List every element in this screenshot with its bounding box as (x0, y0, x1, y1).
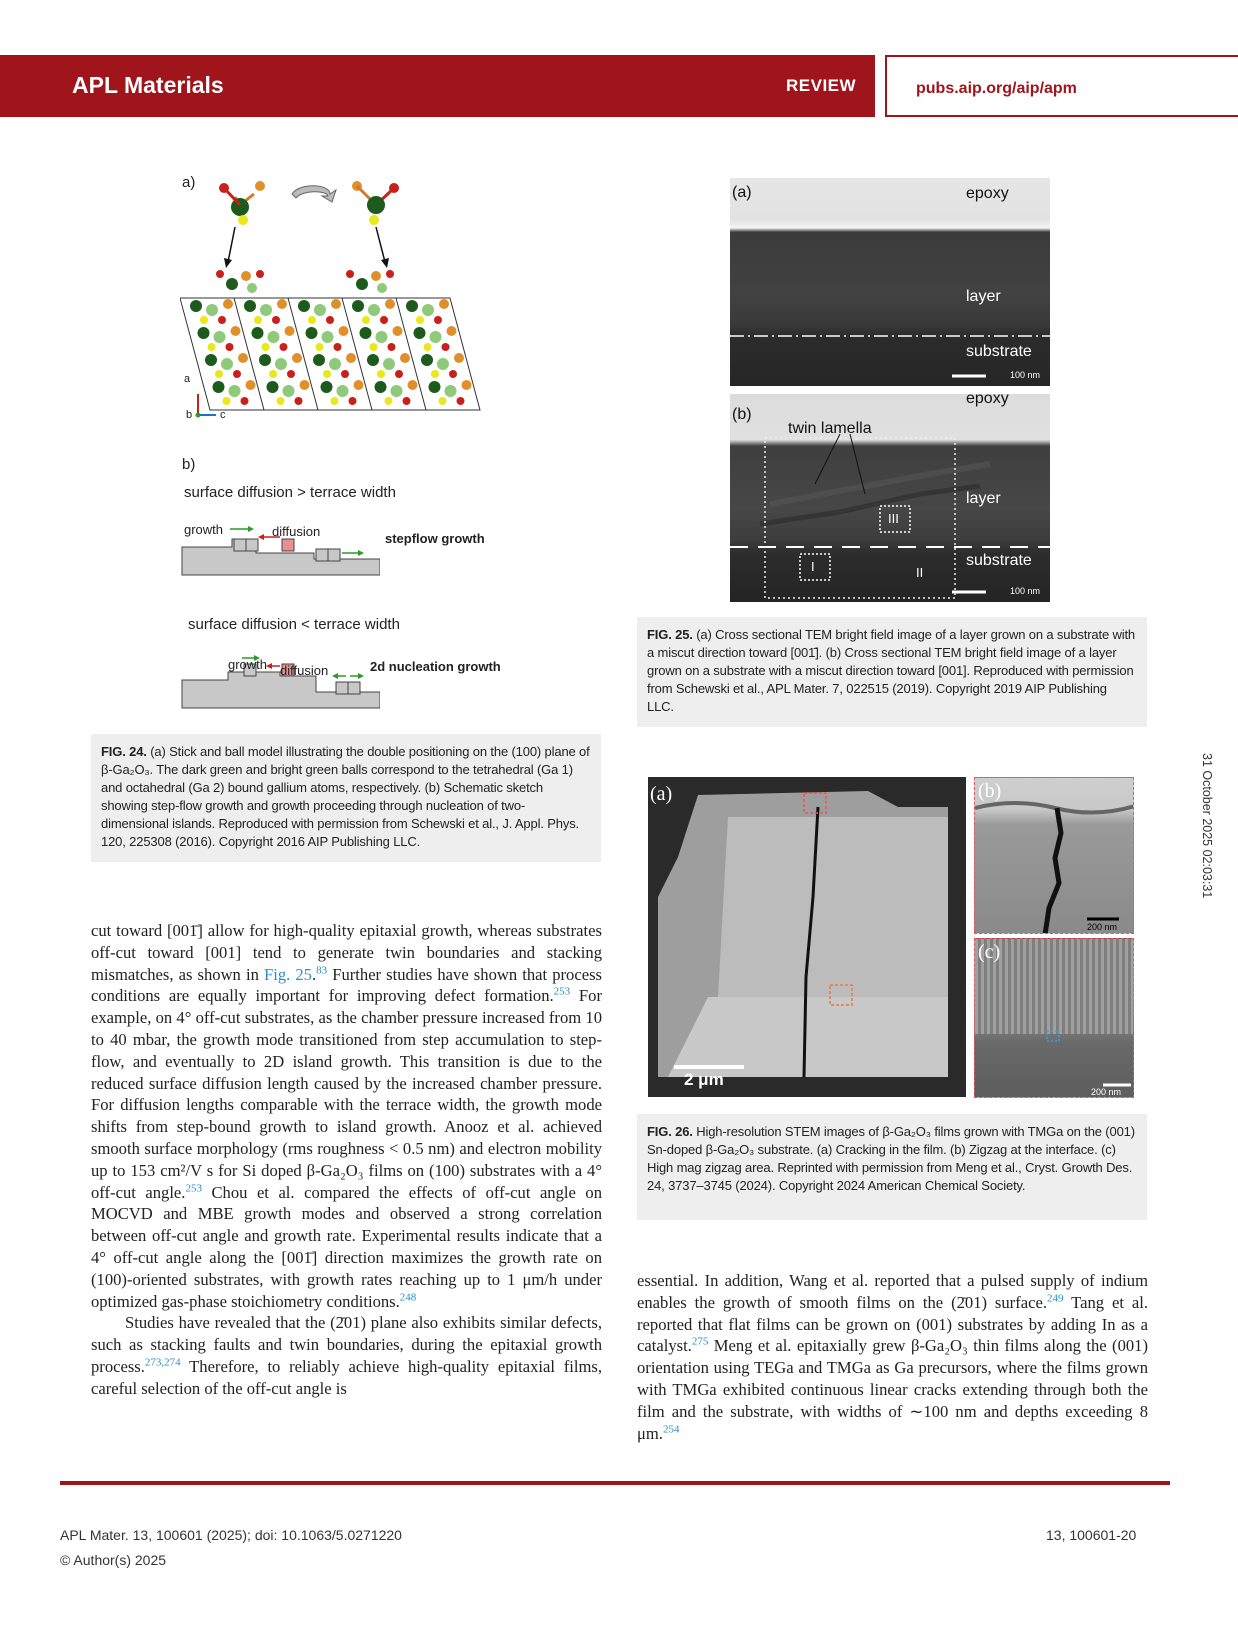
fig26-caption-label: FIG. 26. (647, 1124, 693, 1139)
lattice-atom (383, 358, 395, 370)
lattice-atom (323, 370, 331, 378)
ref-254[interactable]: 254 (662, 1423, 680, 1436)
fig26c-scalebar: 200 nm (1091, 1087, 1122, 1097)
fig25-link[interactable]: Fig. 25 (263, 964, 312, 984)
lattice-atom (454, 353, 464, 363)
growth-label-2: growth (228, 657, 268, 672)
lattice-atom (395, 370, 403, 378)
fig24-caption-label: FIG. 24. (101, 744, 147, 759)
lattice-atom (349, 397, 357, 405)
fig25-caption-label: FIG. 25. (647, 627, 693, 642)
lattice-atom (277, 397, 285, 405)
paragraph-2: Studies have revealed that the (2̄01) plane also exhibits similar defects, such as stacking faults and twin boundaries, during the epitaxial growth process.$^{273,274}$ Therefore, to reliably achieve high-quality epitaxial films, careful selection of the off-cut angle is (91, 1313, 602, 1398)
lattice-atom (233, 370, 241, 378)
growth-label-1: growth (184, 522, 224, 537)
lattice-atom (375, 381, 387, 393)
lattice-atom (339, 326, 349, 336)
lattice-atom (244, 300, 256, 312)
footer-citation: APL Mater. 13, 100601 (2025); doi: 10.1063/5.0271220 (60, 1527, 402, 1543)
fig26-label-b: (b) (978, 780, 1002, 802)
ref-253[interactable]: 253 (553, 985, 571, 998)
fig24-label-b: b) (182, 456, 196, 473)
body-column-left (91, 920, 602, 1400)
lattice-atom (376, 331, 388, 343)
fig25b-scalebar: 100 nm (1010, 586, 1041, 596)
ref-273-274[interactable]: 273,274 (144, 1356, 181, 1369)
lattice-atom (352, 300, 364, 312)
fig24-label-a: a) (182, 174, 196, 191)
lattice-atom (292, 353, 302, 363)
lattice-atom (275, 358, 287, 370)
footer-page-number: 13, 100601-20 (1046, 1527, 1137, 1543)
lattice-atom (223, 299, 233, 309)
ref-275[interactable]: 275 (691, 1335, 709, 1348)
fig26-caption (637, 1114, 1147, 1220)
lattice-atom (277, 299, 287, 309)
lattice-atom (434, 316, 442, 324)
download-timestamp: 31 October 2025 02:03:31 (1200, 753, 1214, 899)
fig25a-layer: layer (966, 288, 1001, 305)
lattice-atom (341, 370, 349, 378)
lattice-atom (269, 370, 277, 378)
lattice-atom (385, 397, 393, 405)
lattice-atom (218, 316, 226, 324)
lattice-atom (377, 370, 385, 378)
fig25b-epoxy: epoxy (966, 394, 1009, 407)
lattice-atom (462, 380, 472, 390)
lattice-atom (380, 316, 388, 324)
lattice-atom (414, 327, 426, 339)
fig26-caption-text: High-resolution STEM images of β-Ga₂O₃ films grown with TMGa on the (001) Sn-doped β-Ga₂O₃ substrate. (a) Cracking in the film. (b) Zigzag at the interface. (c) High mag zigzag area. Reprinted with permission from Meng et al., Cryst. Growth Des. 24, 3737–3745 (2024). Copyright 2024 American Chemical Society. (647, 1124, 1135, 1193)
lattice-atom (322, 331, 334, 343)
condition-1: surface diffusion > terrace width (184, 484, 396, 501)
lattice-atom (368, 304, 380, 316)
lattice-atom (326, 316, 334, 324)
lattice-atom (262, 343, 270, 351)
lattice-atom (198, 327, 210, 339)
molecule-right (352, 181, 399, 225)
lattice-atom (280, 343, 288, 351)
lattice-atom (200, 316, 208, 324)
lattice-atom (457, 397, 465, 405)
lattice-atom (306, 327, 318, 339)
lattice-atom (246, 380, 256, 390)
fig26-image-c (974, 938, 1134, 1098)
lattice-atom (254, 316, 262, 324)
adsorbed-molecule-left (216, 270, 264, 293)
lattice-atoms (190, 299, 472, 405)
condition-2: surface diffusion < terrace width (188, 616, 400, 633)
fig24-caption-text: (a) Stick and ball model illustrating the double positioning on the (100) plane of β-Ga₂O₃. The dark green and bright green balls correspond to the tetrahedral (Ga 1) and octahedral (Ga 2) bound gallium atoms, respectively. (b) Schematic sketch showing step-flow growth and growth proceeding through nucleation of two-dimensional islands. Reproduced with permission from Schewski et al., J. Appl. Phys. 120, 225308 (2016). Copyright 2016 AIP Publishing LLC. (101, 744, 590, 849)
ref-248[interactable]: 248 (399, 1291, 417, 1304)
lattice-atom (329, 358, 341, 370)
fig25b-twin-lamella: twin lamella (788, 420, 872, 437)
fig25-label-a: (a) (732, 184, 752, 201)
lattice-atom (316, 343, 324, 351)
axis-indicator (196, 394, 217, 418)
rotation-arrow-icon (292, 186, 336, 202)
fig25a-substrate: substrate (966, 343, 1032, 360)
lattice-atom (300, 380, 310, 390)
stepflow-mode-label: stepflow growth (385, 531, 485, 546)
fig25b-region-I: I (811, 559, 815, 574)
lattice-atom (285, 326, 295, 336)
lattice-atom (331, 299, 341, 309)
lattice-atom (268, 331, 280, 343)
nucleation-mode-label: 2d nucleation growth (370, 659, 501, 674)
lattice-atom (321, 381, 333, 393)
fig26-label-c: (c) (978, 941, 1001, 963)
lattice-atom (229, 385, 241, 397)
lattice-atom (400, 353, 410, 363)
lattice-atom (408, 380, 418, 390)
fig25-caption (637, 617, 1147, 727)
lattice-atom (367, 354, 379, 366)
adsorbed-molecule-right (346, 270, 394, 293)
section-label: REVIEW (786, 76, 857, 95)
lattice-atom (213, 381, 225, 393)
lattice-atom (334, 343, 342, 351)
lattice-atom (385, 299, 395, 309)
ball-stick-model (180, 172, 520, 432)
lattice-atom (226, 343, 234, 351)
axis-a-label: a (184, 373, 191, 385)
ref-249[interactable]: 249 (1046, 1292, 1064, 1305)
fig26a-scalebar: 2 μm (684, 1070, 724, 1089)
lattice-atom (287, 370, 295, 378)
fig25-image-a (730, 178, 1050, 386)
lattice-atom (206, 304, 218, 316)
lattice-atom (260, 304, 272, 316)
paragraph-1: cut toward [001̄] allow for high-quality epitaxial growth, whereas substrates off-cut toward [001] tend to generate twin boundaries and stacking mismatches, as shown in Fig. 25.83 Further studies have shown that process conditions are equally important for improving defect formation.$^{253}$ For example, on 4° off-cut substrates, as the chamber pressure increased from 10 to 40 mbar, the growth mode transitioned from step accumulation to step-flow, and eventually to 2D island growth. This transition is due to the reduced surface diffusion length caused by the increased chamber pressure. For diffusion lengths comparable with the terrace width, the growth mode shifts from step-bound growth to island growth. Anooz et al. achieved smooth surface morphology (rms roughness < 0.5 nm) and electron mobility up to 153 cm²/V s for Si doped β-Ga₂O₃ films on (100) substrates with a 4° off-cut angle.$^{253}$ Chou et al. compared the effects of off-cut angle on MOCVD and MBE growth modes and observed a strong correlation between off-cut angle and growth rate. Experimental results indicate that a 4° off-cut angle along the [001̄] direction maximizes the growth rate on (100)-oriented substrates, with growth rates reaching up to 1 μm/h under optimized gas-phase stoichiometry conditions.$^{248}$ (91, 921, 602, 1311)
lattice-atom (231, 326, 241, 336)
lattice-atom (449, 370, 457, 378)
lattice-atom (298, 300, 310, 312)
lattice-atom (190, 300, 202, 312)
lattice-atom (337, 385, 349, 397)
lattice-atom (437, 358, 449, 370)
lattice-atom (403, 397, 411, 405)
lattice-atom (416, 316, 424, 324)
lattice-atom (447, 326, 457, 336)
lattice-atom (391, 385, 403, 397)
lattice-atom (238, 353, 248, 363)
lattice-atom (360, 327, 372, 339)
lattice-atom (388, 343, 396, 351)
fig26-image-a (648, 777, 966, 1097)
fig25a-scalebar: 100 nm (1010, 370, 1041, 380)
axis-c-label: c (220, 409, 226, 421)
lattice-atom (252, 327, 264, 339)
lattice-atom (215, 370, 223, 378)
paragraph-3: essential. In addition, Wang et al. reported that a pulsed supply of indium enables the growth of smooth films on the (2̄01) surface.$^{249}$ Tang et al. reported that flat films can be grown on (001) substrates by adding In as a catalyst.$^{275}$ Meng et al. epitaxially grew β-Ga₂O₃ thin films along the (001) orientation using TEGa and TMGa as Ga precursors, where the films grown with TMGa exhibited continuous linear cracks extending through both the film and the substrate, with widths of ∼100 nm and depths exceeding 8 μm.$^{254}$ (637, 1271, 1148, 1443)
lattice-atom (406, 300, 418, 312)
lattice-atom (283, 385, 295, 397)
fig25b-region-III: III (888, 511, 899, 526)
fig25b-region-II: II (916, 565, 924, 580)
lattice-atom (346, 353, 356, 363)
journal-title: APL Materials (72, 72, 224, 98)
lattice-atom (439, 299, 449, 309)
lattice-atom (221, 358, 233, 370)
lattice-atom (295, 397, 303, 405)
lattice-atom (331, 397, 339, 405)
lattice-atom (362, 316, 370, 324)
lattice-atom (259, 354, 271, 366)
molecule-left (219, 181, 265, 225)
axis-b-label: b (186, 409, 193, 421)
lattice-atom (354, 380, 364, 390)
fig25-image-b (730, 394, 1050, 602)
lattice-atom (424, 343, 432, 351)
fig25-caption-text: (a) Cross sectional TEM bright field image of a layer grown on a substrate with a miscut direction toward [001̄]. (b) Cross sectional TEM bright field image of a layer grown on a substrate with a miscut direction toward [001]. Reproduced with permission from Schewski et al., APL Mater. 7, 022515 (2019). Copyright 2019 AIP Publishing LLC. (647, 627, 1136, 714)
ref-83[interactable]: 83 (316, 964, 328, 977)
lattice-atom (431, 370, 439, 378)
lattice-atom (442, 343, 450, 351)
lattice-atom (272, 316, 280, 324)
fig25-label-b: (b) (732, 406, 752, 423)
diffusion-label-1: diffusion (272, 524, 321, 539)
lattice-atom (421, 354, 433, 366)
lattice-atom (313, 354, 325, 366)
footer-rule (60, 1481, 1170, 1485)
lattice-atom (308, 316, 316, 324)
lattice-atom (430, 331, 442, 343)
fig24-caption (91, 734, 601, 862)
footer-copyright: © Author(s) 2025 (60, 1552, 167, 1568)
lattice-atom (439, 397, 447, 405)
lattice-atom (267, 381, 279, 393)
fig25b-layer: layer (966, 490, 1001, 507)
ref-253b[interactable]: 253 (185, 1182, 202, 1195)
journal-url-link[interactable]: pubs.aip.org/aip/apm (916, 80, 1077, 97)
fig25a-epoxy: epoxy (966, 185, 1009, 202)
lattice-atom (422, 304, 434, 316)
lattice-atom (208, 343, 216, 351)
fig26-image-b (974, 777, 1134, 934)
lattice-atom (445, 385, 457, 397)
diffusion-label-2: diffusion (280, 663, 329, 678)
lattice-atom (314, 304, 326, 316)
lattice-atom (393, 326, 403, 336)
lattice-atom (223, 397, 231, 405)
fig26-label-a: (a) (650, 783, 673, 805)
lattice-atom (370, 343, 378, 351)
fig25b-substrate: substrate (966, 552, 1032, 569)
lattice-atom (205, 354, 217, 366)
body-column-right (637, 1270, 1148, 1444)
nucleation-schematic (180, 650, 380, 710)
lattice-atom (214, 331, 226, 343)
lattice-atom (429, 381, 441, 393)
figure-24 (180, 172, 520, 727)
lattice-atom (241, 397, 249, 405)
fig26b-scalebar: 200 nm (1087, 922, 1118, 932)
